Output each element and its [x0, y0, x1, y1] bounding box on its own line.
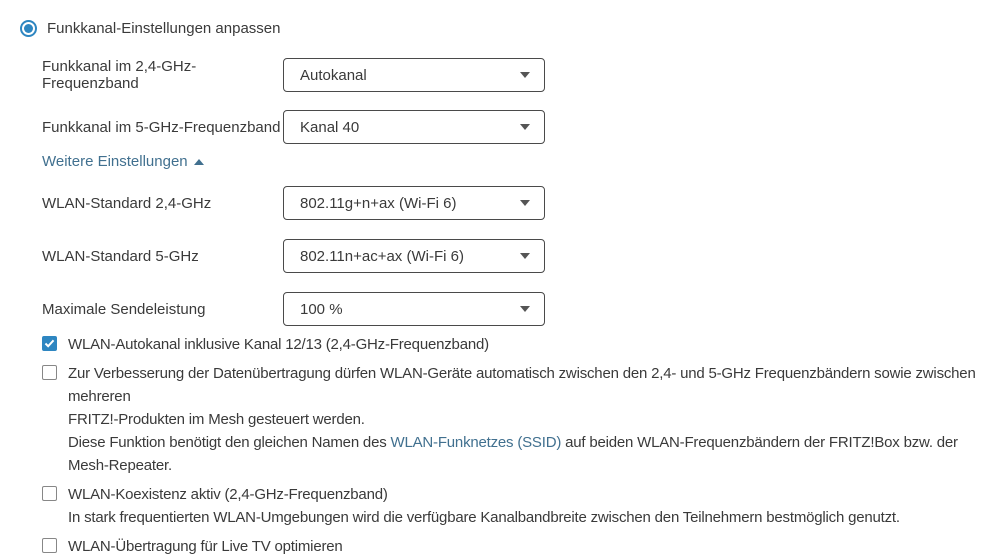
checkbox-live-tv[interactable]	[42, 535, 999, 558]
more-settings-link[interactable]	[42, 153, 204, 170]
band-steering-note	[68, 431, 999, 477]
checkbox-unchecked-icon	[42, 486, 57, 501]
chevron-down-icon	[520, 200, 530, 206]
band-steering-label-line1: Zur Verbesserung der Datenübertragung dürfen WLAN-Geräte automatisch zwischen den 2,4- und 5-GHz Frequenzbändern sowie zwischen mehreren	[68, 365, 976, 405]
field-label: WLAN-Standard 2,4-GHz	[42, 194, 212, 212]
select-value: 802.11n+ac+ax (Wi-Fi 6)	[300, 247, 464, 265]
field-label: WLAN-Standard 5-GHz	[42, 247, 199, 265]
checkbox-coexistence[interactable]	[42, 483, 999, 506]
chevron-down-icon	[520, 306, 530, 312]
triangle-up-icon	[194, 159, 204, 165]
select-value: Kanal 40	[300, 118, 360, 136]
radio-selected-icon	[20, 20, 37, 37]
form-row-standard-24ghz	[42, 186, 999, 220]
channel-settings-form	[42, 58, 999, 326]
coexistence-note: In stark frequentierten WLAN-Umgebungen wird die verfügbare Kanalbandbreite zwischen den Teilnehmern bestmöglich genutzt.	[68, 509, 900, 526]
checkbox-label: WLAN-Autokanal inklusive Kanal 12/13 (2,4-GHz-Frequenzband)	[68, 336, 489, 353]
field-label: Funkkanal im 5-GHz-Frequenzband	[42, 118, 281, 136]
checkbox-label: WLAN-Koexistenz aktiv (2,4-GHz-Frequenzband)	[68, 486, 388, 503]
checkbox-unchecked-icon	[42, 365, 57, 380]
form-row-standard-5ghz	[42, 239, 999, 273]
standard-5ghz-select[interactable]	[283, 239, 545, 273]
form-row-channel-24ghz	[42, 58, 999, 92]
field-label: Funkkanal im 2,4-GHz-Frequenzband	[42, 58, 197, 92]
checkbox-unchecked-icon	[42, 538, 57, 553]
note-text-before: Diese Funktion benötigt den gleichen Namen des	[68, 434, 391, 451]
band-steering-label-line2: FRITZ!-Produkten im Mesh gesteuert werden.	[68, 411, 365, 428]
band-steering-block	[42, 362, 999, 477]
channel-24ghz-select[interactable]	[283, 58, 545, 92]
ssid-link[interactable]: WLAN-Funknetzes (SSID)	[390, 434, 562, 451]
wifi-channel-settings-panel	[20, 20, 999, 558]
channel-5ghz-select[interactable]	[283, 110, 545, 144]
radio-label: Funkkanal-Einstellungen anpassen	[47, 20, 281, 37]
chevron-down-icon	[520, 253, 530, 259]
field-label: Maximale Sendeleistung	[42, 300, 206, 318]
more-settings-label: Weitere Einstellungen	[42, 153, 188, 170]
select-value: Autokanal	[300, 66, 367, 84]
form-row-channel-5ghz	[42, 110, 999, 144]
max-transmit-power-select[interactable]	[283, 292, 545, 326]
select-value: 100 %	[300, 300, 343, 318]
radio-option-adjust-channel-settings[interactable]	[20, 20, 999, 37]
select-value: 802.11g+n+ax (Wi-Fi 6)	[300, 194, 457, 212]
coexistence-block	[42, 483, 999, 529]
checkbox-label: WLAN-Übertragung für Live TV optimieren	[68, 538, 343, 555]
checkbox-options	[42, 333, 999, 558]
chevron-down-icon	[520, 124, 530, 130]
standard-24ghz-select[interactable]	[283, 186, 545, 220]
checkbox-checked-icon	[42, 336, 57, 351]
checkbox-band-steering[interactable]	[42, 362, 999, 431]
checkbox-autochannel-12-13[interactable]	[42, 333, 999, 356]
checkbox-label	[68, 362, 999, 431]
note-text-after: auf beiden WLAN-Frequenzbändern der FRITZ!Box bzw. der Mesh-Repeater.	[68, 434, 958, 474]
form-row-max-power	[42, 292, 999, 326]
chevron-down-icon	[520, 72, 530, 78]
